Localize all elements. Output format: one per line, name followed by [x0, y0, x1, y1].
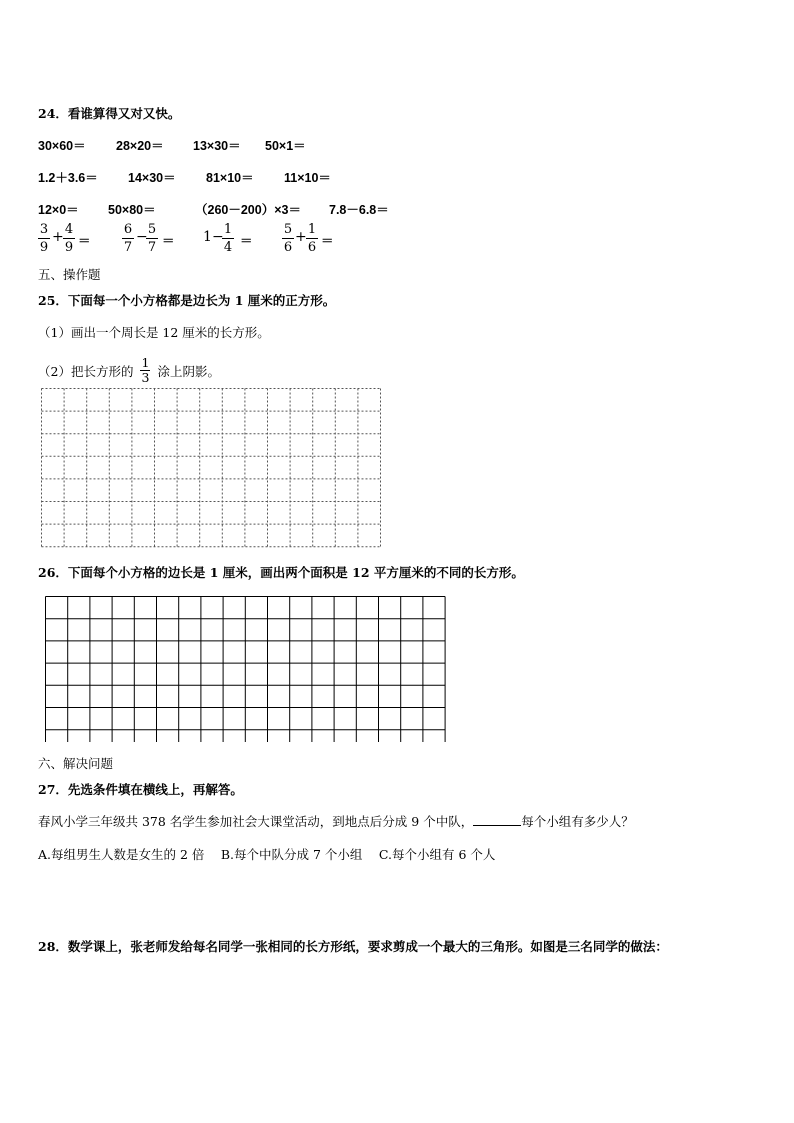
- q25-part2: [38, 355, 220, 387]
- section-6-heading: 六、解决问题: [38, 756, 114, 771]
- q24-r1-c3: 13×30＝: [193, 139, 241, 153]
- minus-sign: −: [212, 229, 224, 245]
- q24-r3-c4: 7.8－6.8＝: [329, 203, 389, 217]
- q27-text-after: 每个小组有多少人？: [521, 814, 634, 829]
- answer-blank[interactable]: [473, 813, 521, 826]
- q24-r2-c3: 81×10＝: [206, 171, 254, 185]
- equals-sign: ＝: [321, 233, 334, 248]
- q24-r3-c3: （260－200）×3＝: [195, 203, 301, 217]
- q25-part2-before: （2）把长方形的: [38, 364, 134, 379]
- fraction-5-6: 5 6: [283, 222, 293, 255]
- equals-sign: ＝: [240, 233, 253, 248]
- fraction-1-4: 1 4: [223, 222, 233, 255]
- q25-title: 25．下面每一个小方格都是边长为 1 厘米的正方形。: [38, 293, 336, 308]
- fraction-1-3: $\frac{1}{3}$: [141, 355, 150, 385]
- equals-sign: ＝: [162, 233, 175, 248]
- q24-r1-c1: 30×60＝: [38, 139, 86, 153]
- q24-r1-c4: 50×1＝: [265, 139, 306, 153]
- fraction-4-9: 4 9: [64, 222, 74, 255]
- q24-r1-c2: 28×20＝: [116, 139, 164, 153]
- q27-problem: [38, 812, 634, 830]
- solid-grid-18x7[interactable]: [45, 596, 447, 742]
- q25-part1: （1）画出一个周长是 12 厘米的长方形。: [38, 325, 270, 340]
- q26-title: 26．下面每个小方格的边长是 1 厘米，画出两个面积是 12 平方厘米的不同的长方形。: [38, 565, 524, 580]
- q27-options: A.每组男生人数是女生的 2 倍 B.每个中队分成 7 个小组 C.每个小组有 6 个人: [38, 847, 496, 862]
- fraction-6-7: 6 7: [123, 222, 133, 255]
- plus-sign: +: [52, 229, 64, 245]
- equals-sign: ＝: [78, 233, 91, 248]
- q24-r3-c1: 12×0＝: [38, 203, 79, 217]
- q27-text-before: 春风小学三年级共 378 名学生参加社会大课堂活动，到地点后分成 9 个中队，: [38, 814, 474, 829]
- q24-r2-c1: 1.2＋3.6＝: [38, 171, 98, 185]
- plus-sign: +: [295, 229, 307, 245]
- whole-number: 1: [203, 229, 212, 245]
- minus-sign: −: [136, 229, 148, 245]
- fraction-3-9: 3 9: [39, 222, 49, 255]
- fraction-5-7: 5 7: [147, 222, 157, 255]
- q24-r2-c4: 11×10＝: [284, 171, 331, 185]
- q28-title: 28．数学课上，张老师发给每名同学一张相同的长方形纸，要求剪成一个最大的三角形。如图是三名同学的做法：: [38, 939, 668, 954]
- q25-part2-after: 涂上阴影。: [157, 364, 220, 379]
- q27-title: 27．先选条件填在横线上，再解答。: [38, 782, 243, 797]
- q24-r3-c2: 50×80＝: [108, 203, 156, 217]
- dotted-grid-15x7[interactable]: [41, 388, 381, 551]
- q24-r2-c2: 14×30＝: [128, 171, 176, 185]
- fraction-1-6: 1 6: [307, 222, 317, 255]
- q24-title: 24．看谁算得又对又快。: [38, 106, 181, 121]
- section-5-heading: 五、操作题: [38, 267, 101, 282]
